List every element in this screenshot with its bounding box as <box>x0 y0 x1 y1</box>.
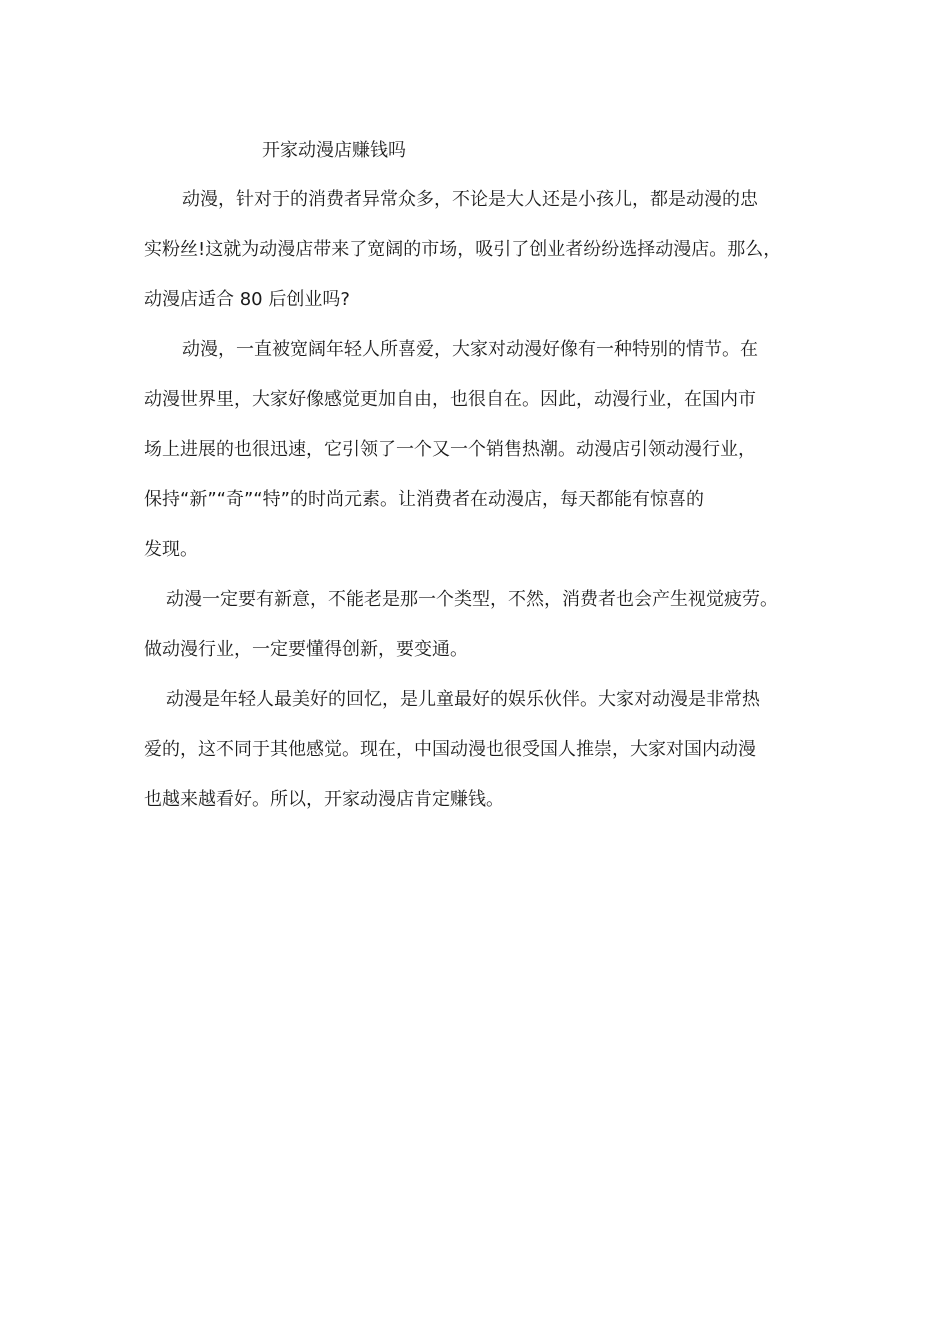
paragraph-4-line-3: 也越来越看好。所以，开家动漫店肯定赚钱。 <box>144 789 504 810</box>
paragraph-3-line-1: 动漫一定要有新意，不能老是那一个类型，不然，消费者也会产生视觉疲劳。 <box>166 589 778 610</box>
paragraph-2-line-1: 动漫，一直被宽阔年轻人所喜爱，大家对动漫好像有一种特别的情节。在 <box>182 339 758 360</box>
paragraph-1-line-2: 实粉丝!这就为动漫店带来了宽阔的市场，吸引了创业者纷纷选择动漫店。那么， <box>144 239 782 260</box>
paragraph-1-line-3: 动漫店适合 80 后创业吗? <box>144 289 350 310</box>
paragraph-2-line-5: 发现。 <box>144 539 198 560</box>
paragraph-4-line-2: 爱的，这不同于其他感觉。现在，中国动漫也很受国人推崇，大家对国内动漫 <box>144 739 756 760</box>
paragraph-2-line-4: 保持“新”“奇”“特”的时尚元素。让消费者在动漫店，每天都能有惊喜的 <box>144 489 704 510</box>
paragraph-2-line-2: 动漫世界里，大家好像感觉更加自由，也很自在。因此，动漫行业，在国内市 <box>144 389 756 410</box>
paragraph-1-line-1: 动漫，针对于的消费者异常众多，不论是大人还是小孩儿，都是动漫的忠 <box>182 189 758 210</box>
paragraph-2-line-3: 场上进展的也很迅速，它引领了一个又一个销售热潮。动漫店引领动漫行业， <box>144 439 756 460</box>
paragraph-3-line-2: 做动漫行业，一定要懂得创新，要变通。 <box>144 639 468 660</box>
document-title: 开家动漫店赚钱吗 <box>262 140 406 161</box>
paragraph-4-line-1: 动漫是年轻人最美好的回忆，是儿童最好的娱乐伙伴。大家对动漫是非常热 <box>166 689 760 710</box>
